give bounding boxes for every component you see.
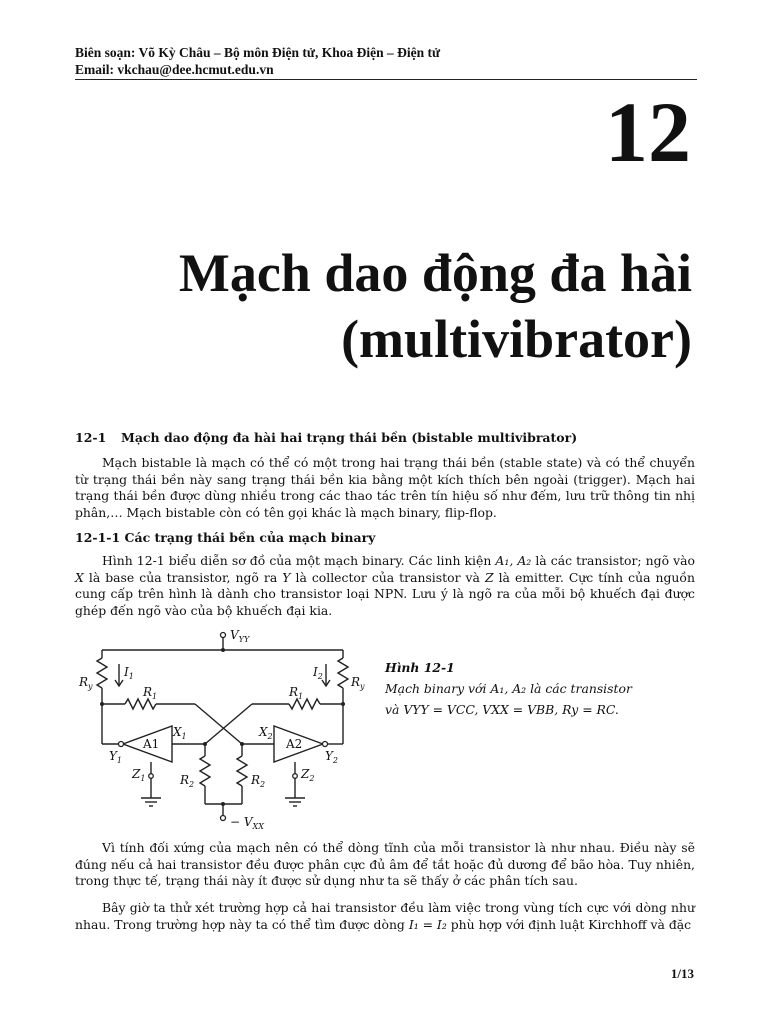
figure-caption-prefix: và [385,702,400,717]
y1-label: $Y_1$ [109,749,123,765]
paragraph-intro: Mạch bistable là mạch có thể có một trong hai trạng thái bền (stable state) và có thể chuyển từ trạng thái bền này sang trạng thái bền kia bằng một kích thích bên ngoài (trigger). Mạch hai trạng thái bền được dùng nhiều trong các thao tác trên tín hiệu số như đếm, lưu trữ thông tin nhị phân,… Mạch bistable còn có tên gọi khác là mạch binary, flip-flop. [75,455,695,520]
figure-caption-title: Hình 12-1 [385,660,455,675]
math-i1-eq-i2: I₁ = I₂ [408,916,447,932]
page-header [75,44,697,78]
i2-label: $I_2$ [313,665,323,681]
math-a1-a2: A₁, A₂ [495,553,532,568]
binary-circuit-figure [75,626,370,831]
z1-label: $Z_1$ [132,767,146,783]
section-heading [75,430,697,446]
i1-label: $I_1$ [124,665,134,681]
r1-left-label: $R_1$ [143,685,158,701]
binary-circuit-diagram [75,626,370,831]
header-divider [75,79,697,80]
math-x: X [75,569,84,585]
chapter-title [179,240,692,372]
paragraph-active-region: Bây giờ ta thử xét trường hợp cả hai transistor đều làm việc trong vùng tích cực với dòng như nhau. Trong trường hợp này ta có thể tìm được dòng I₁ = I₂ phù hợp với định luật Kirchhoff và đặc [75,900,695,932]
chapter-title-line2: (multivibrator) [341,309,692,369]
section-number: 12-1 [75,430,107,445]
z2-label: $Z_2$ [301,767,315,783]
r2-left-label: $R_2$ [180,773,195,789]
math-y: Y [282,569,291,585]
a2-label: A2 [286,737,303,751]
chapter-number: 12 [605,84,691,180]
header-email: Email: vkchau@dee.hcmut.edu.vn [75,62,274,77]
chapter-title-line1: Mạch dao động đa hài [178,243,692,303]
figure-caption-line1: Mạch binary với A₁, A₂ là các transistor [385,681,632,696]
x1-label: $X_1$ [173,725,187,741]
figure-caption-equations: VYY = VCC, VXX = VBB, Ry = RC. [403,702,619,717]
y2-label: $Y_2$ [325,749,339,765]
page-number: 1/13 [670,966,694,981]
a1-label: A1 [143,737,160,751]
header-author: Biên soạn: Võ Kỳ Châu – Bộ môn Điện tử, Khoa Điện – Điện tử [75,45,441,60]
section-title: Mạch dao động đa hài hai trạng thái bền (bistable multivibrator) [121,430,578,445]
ry-left-label: $R_y$ [79,675,93,691]
subsection-heading: 12-1-1 Các trạng thái bền của mạch binary [75,530,376,545]
paragraph-figure-description: Hình 12-1 biểu diễn sơ đồ của một mạch binary. Các linh kiện A₁, A₂ là các transistor; ngõ vào X là base của transistor, ngõ ra Y là collector của transistor và Z là emitter. Cực tính của nguồn cung cấp trên hình là dành cho transistor loại NPN. Lưu ý là ngõ ra của mỗi bộ khuếch đại được ghép đến ngõ vào của bộ khuếch đại kia. [75,553,695,618]
r1-right-label: $R_1$ [289,685,304,701]
math-z: Z [484,569,494,585]
paragraph-symmetry: Vì tính đối xứng của mạch nên có thể dòng tĩnh của mỗi transistor là như nhau. Điều này sẽ đúng nếu cả hai transistor đều được phân cực đủ âm để tắt hoặc đủ dương để bão hòa. Tuy nhiên, trong thực tế, trạng thái này ít được sử dụng như ta sẽ thấy ở các phân tích sau. [75,840,695,889]
vyy-label: $V_{YY}$ [230,628,250,644]
vxx-label: − $V_{XX}$ [230,815,264,831]
x2-label: $X_2$ [259,725,273,741]
ry-right-label: $R_y$ [351,675,365,691]
figure-caption [385,657,685,720]
r2-right-label: $R_2$ [251,773,266,789]
